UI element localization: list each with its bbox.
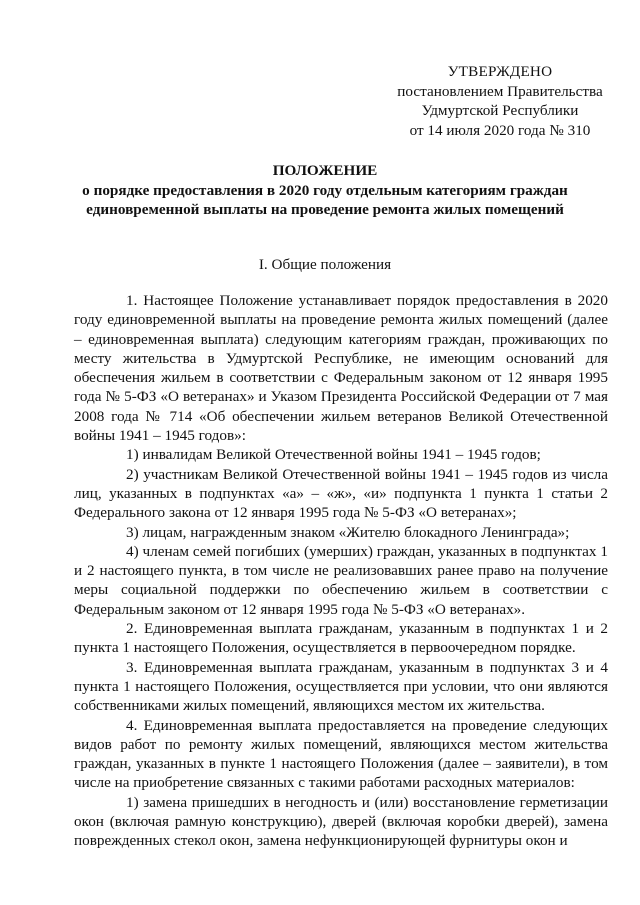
- approval-line-2: Удмуртской Республики: [421, 102, 579, 119]
- section-title: I. Общие положения: [258, 256, 392, 273]
- approval-stamp: [388, 62, 612, 140]
- paragraph-3: 3. Единовременная выплата гражданам, указанным в подпунктах 3 и 4 пункта 1 настоящего Положения, осуществляется при условии, что они являются собственниками жилых помещений, являющихся местом их жительства.: [74, 658, 608, 715]
- paragraph-2: 2. Единовременная выплата гражданам, указанным в подпунктах 1 и 2 пункта 1 настоящего Положения, осуществляется в первоочередном порядке.: [74, 620, 608, 657]
- approval-line-3: от 14 июля 2020 года № 310: [409, 121, 591, 139]
- document-subtitle-line-2: единовременной выплаты на проведение ремонта жилых помещений: [86, 201, 564, 218]
- approval-line-1: постановлением Правительства: [397, 82, 603, 100]
- document-subtitle-line-1: о порядке предоставления в 2020 году отдельным категориям граждан: [82, 181, 568, 199]
- document-heading: [60, 161, 590, 220]
- paragraph-1-item-3: 3) лицам, награжденным знаком «Жителю блокадного Ленинграда»;: [126, 523, 570, 541]
- document-title: ПОЛОЖЕНИЕ: [272, 162, 378, 179]
- paragraph-1-item-2: 2) участникам Великой Отечественной войны 1941 – 1945 годов из числа лиц, указанных в подпунктах «а» – «ж», «и» подпункта 1 пункта 1 статьи 2 Федерального закона от 12 января 1995 года № 5-ФЗ «О ветеранах»;: [74, 465, 608, 522]
- paragraph-1-item-1: 1) инвалидам Великой Отечественной войны 1941 – 1945 годов;: [126, 446, 541, 464]
- paragraph-1: 1. Настоящее Положение устанавливает порядок предоставления в 2020 году единовременной выплаты на проведение ремонта жилых помещений (далее – единовременная выплата) следующим категориям граждан, проживающих по месту жительства в Удмуртской Республике, не имеющим оснований для обеспечения жильем в соответствии с Федеральным законом от 12 января 1995 года № 5-ФЗ «О ветеранах» и Указом Президента Российской Федерации от 7 мая 2008 года № 714 «Об обеспечении жильем ветеранов Великой Отечественной войны 1941 – 1945 годов»:: [74, 292, 608, 445]
- approval-title: УТВЕРЖДЕНО: [447, 63, 553, 80]
- paragraph-4-item-1: 1) замена пришедших в негодность и (или) восстановление герметизации окон (включая рамную конструкцию), дверей (включая коробки дверей), замена поврежденных стекол окон, замена нефункционирующей фурнитуры окон и: [74, 793, 608, 850]
- paragraph-1-item-4: 4) членам семей погибших (умерших) граждан, указанных в подпунктах 1 и 2 настоящего пункта, в том числе не реализовавших ранее право на получение меры социальной поддержки по обеспечению жильем в соответствии с Федеральным законом от 12 января 1995 года № 5-ФЗ «О ветеранах».: [74, 542, 608, 618]
- document-body: [74, 291, 608, 851]
- paragraph-4: 4. Единовременная выплата предоставляется на проведение следующих видов работ по ремонту жилых помещений, являющихся местом жительства граждан, указанных в пункте 1 настоящего Положения (далее – заявители), в том числе на приобретение связанных с такими работами расходных материалов:: [74, 716, 608, 792]
